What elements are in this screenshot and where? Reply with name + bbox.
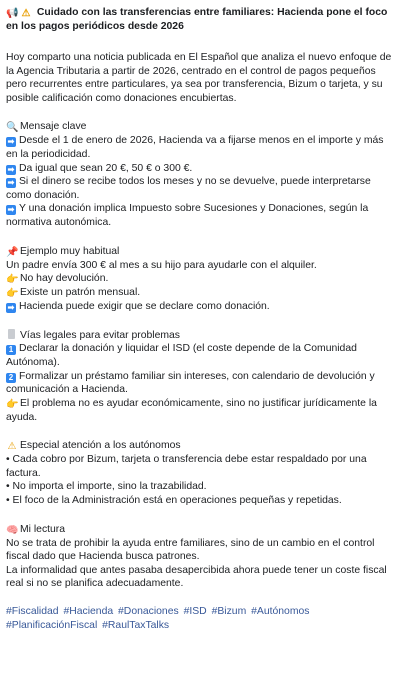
vias-item-text: Formalizar un préstamo familiar sin intereses, con calendario de devolución y comunicación a Hacienda. — [6, 370, 375, 396]
vias-heading-text: Vías legales para evitar problemas — [20, 329, 180, 341]
post-title-text: Cuidado con las transferencias entre familiares: Hacienda pone el foco en los pagos periódicos desde 2026 — [6, 7, 388, 32]
intro-paragraph — [6, 51, 395, 105]
mensaje-heading — [6, 120, 395, 134]
autonomos-heading — [6, 439, 395, 453]
megaphone-icon: 📢 — [6, 8, 19, 19]
autonomos-item: • Cada cobro por Bizum, tarjeta o transferencia debe estar respaldado por una factura. — [6, 454, 367, 479]
keycap-two-icon: 2 — [6, 373, 16, 383]
mensaje-item — [6, 134, 395, 161]
vias-item-text: El problema no es ayudar económicamente, sino no justificar jurídicamente la ayuda. — [6, 397, 377, 423]
mensaje-item — [6, 175, 395, 202]
ejemplo-lead: Un padre envía 300 € al mes a su hijo para ayudarle con el alquiler. — [6, 259, 317, 271]
vias-item — [6, 342, 395, 369]
mensaje-item-text: Desde el 1 de enero de 2026, Hacienda va a fijarse menos en el importe y más en la periodicidad. — [6, 135, 384, 160]
pointing-hand-icon: 👉 — [6, 398, 19, 410]
warning-icon: ⚠ — [21, 8, 31, 19]
mensaje-item-text: Si el dinero se recibe todos los meses y no se devuelve, puede interpretarse como donación. — [6, 176, 371, 201]
vias-item — [6, 397, 395, 425]
vias-item-text: Declarar la donación y liquidar el ISD (el coste depende de la Comunidad Autónoma). — [6, 343, 357, 368]
hashtag-link[interactable]: #Hacienda — [63, 606, 114, 618]
ejemplo-section — [6, 245, 395, 314]
autonomos-heading-text: Especial atención a los autónomos — [20, 440, 181, 452]
autonomos-item: • No importa el importe, sino la trazabilidad. — [6, 481, 207, 493]
ejemplo-heading-text: Ejemplo muy habitual — [20, 245, 120, 257]
vias-heading — [6, 329, 395, 343]
hashtag-link[interactable]: #ISD — [183, 606, 207, 618]
ejemplo-item — [6, 300, 395, 314]
right-arrow-box-icon: ➡ — [7, 303, 15, 313]
right-arrow-box-icon: ➡ — [7, 178, 15, 188]
autonomos-item: • El foco de la Administración está en operaciones pequeñas y repetidas. — [6, 495, 342, 507]
ejemplo-item-text: Hacienda puede exigir que se declare como donación. — [19, 301, 270, 313]
hashtag-link[interactable]: #Bizum — [211, 606, 247, 618]
ejemplo-item-text: No hay devolución. — [20, 273, 109, 285]
ejemplo-item — [6, 272, 395, 286]
right-arrow-box-icon: ➡ — [7, 205, 15, 215]
hashtag-link[interactable]: #Autónomos — [251, 606, 310, 618]
mensaje-item — [6, 162, 395, 176]
magnifier-icon: 🔍 — [6, 122, 19, 134]
hashtag-link[interactable]: #Donaciones — [118, 606, 179, 618]
ejemplo-item — [6, 286, 395, 300]
right-arrow-box-icon: ➡ — [7, 137, 15, 147]
lectura-heading-text: Mi lectura — [20, 523, 66, 535]
hashtag-link[interactable]: #RaulTaxTalks — [102, 620, 170, 632]
right-arrow-box-icon: ➡ — [7, 164, 15, 174]
hashtag-link[interactable]: #Fiscalidad — [6, 606, 59, 618]
warning-icon: ⚠ — [7, 441, 17, 453]
pointing-hand-icon: 👉 — [6, 274, 19, 286]
pointing-hand-icon: 👉 — [6, 288, 19, 300]
intro-text: Hoy comparto una noticia publicada en El Español que analiza el nuevo enfoque de la Agencia Tributaria a partir de 2026, centrado en el control de pagos pequeños pero recurrentes entre particulares, ya sea por transferencia, Bizum o tarjeta, y su posible calificación como donaciones encubiertas. — [6, 52, 392, 104]
mensaje-heading-text: Mensaje clave — [20, 121, 87, 133]
lectura-heading — [6, 523, 395, 537]
pushpin-icon: 📌 — [6, 246, 19, 258]
lectura-paragraph: No se trata de prohibir la ayuda entre familiares, sino de un cambio en el control fiscal dado que Hacienda busca patrones. — [6, 537, 375, 563]
ejemplo-item-text: Existe un patrón mensual. — [20, 287, 141, 299]
mensaje-section — [6, 120, 395, 229]
vias-item — [6, 370, 395, 397]
lectura-paragraph: La informalidad que antes pasaba desapercibida ahora puede tener un coste fiscal real si no se planifica adecuadamente. — [6, 564, 387, 590]
hashtag-list — [6, 605, 395, 633]
scroll-icon — [8, 329, 15, 339]
mensaje-item — [6, 202, 395, 229]
keycap-one-icon: 1 — [6, 345, 16, 355]
vias-section — [6, 329, 395, 425]
ejemplo-heading — [6, 245, 395, 259]
autonomos-section — [6, 439, 395, 507]
mensaje-item-text: Da igual que sean 20 €, 50 € o 300 €. — [19, 162, 193, 174]
mensaje-item-text: Y una donación implica Impuesto sobre Sucesiones y Donaciones, según la normativa autonómica. — [6, 203, 369, 228]
brain-icon: 🧠 — [6, 524, 19, 536]
hashtag-link[interactable]: #PlanificaciónFiscal — [6, 620, 98, 632]
post-title — [6, 6, 395, 34]
lectura-section — [6, 523, 395, 591]
